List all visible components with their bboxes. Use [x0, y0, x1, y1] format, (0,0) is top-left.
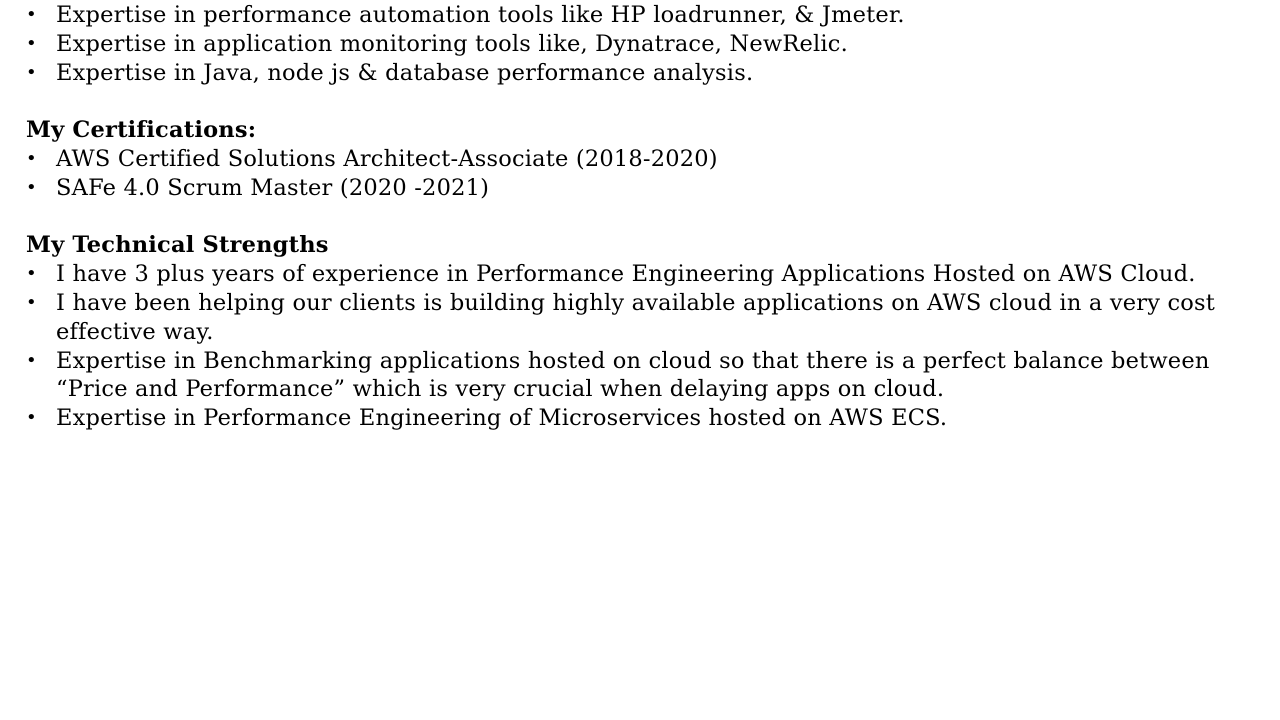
- skills-list: [26, 1, 1240, 87]
- strength-text: I have been helping our clients is building highly available applications on AWS cloud in a very cost effective way.: [56, 289, 1216, 345]
- list-item: [26, 30, 1240, 59]
- certification-text: SAFe 4.0 Scrum Master (2020 -2021): [56, 174, 490, 201]
- list-item: [26, 174, 1240, 203]
- list-item: [26, 59, 1240, 88]
- strengths-list: [26, 260, 1240, 433]
- slide: [0, 1, 1280, 720]
- bullet-icon: •: [26, 407, 37, 429]
- skill-text: Expertise in application monitoring tools like, Dynatrace, NewRelic.: [56, 30, 848, 57]
- strength-text: Expertise in Benchmarking applications hosted on cloud so that there is a perfect balance between “Price and Performance” which is very crucial when delaying apps on cloud.: [56, 347, 1210, 403]
- skills-section: [26, 1, 1240, 87]
- list-item: [26, 260, 1240, 289]
- certifications-heading: My Certifications:: [26, 117, 257, 144]
- certifications-list: [26, 145, 1240, 203]
- strength-text: Expertise in Performance Engineering of Microservices hosted on AWS ECS.: [56, 405, 948, 432]
- bullet-icon: •: [26, 4, 37, 25]
- list-item: [26, 145, 1240, 174]
- strengths-heading: My Technical Strengths: [26, 232, 329, 259]
- certification-text: AWS Certified Solutions Architect-Associate (2018-2020): [56, 145, 718, 172]
- bullet-icon: •: [26, 263, 37, 285]
- list-item: [26, 347, 1240, 405]
- spacer: [26, 203, 1240, 232]
- bullet-icon: •: [26, 147, 37, 169]
- skill-text: Expertise in performance automation tools like HP loadrunner, & Jmeter.: [56, 2, 905, 28]
- spacer: [26, 87, 1240, 116]
- bullet-icon: •: [26, 349, 37, 371]
- bullet-icon: •: [26, 176, 37, 198]
- strength-text: I have 3 plus years of experience in Performance Engineering Applications Hosted on AWS Cloud.: [56, 261, 1196, 288]
- bullet-icon: •: [26, 61, 37, 83]
- strengths-section: [26, 231, 1240, 433]
- list-item: [26, 404, 1240, 433]
- list-item: [26, 1, 1240, 30]
- bullet-icon: •: [26, 32, 37, 54]
- skill-text: Expertise in Java, node js & database performance analysis.: [56, 59, 754, 86]
- bullet-icon: •: [26, 291, 37, 313]
- certifications-section: [26, 116, 1240, 202]
- list-item: [26, 289, 1240, 347]
